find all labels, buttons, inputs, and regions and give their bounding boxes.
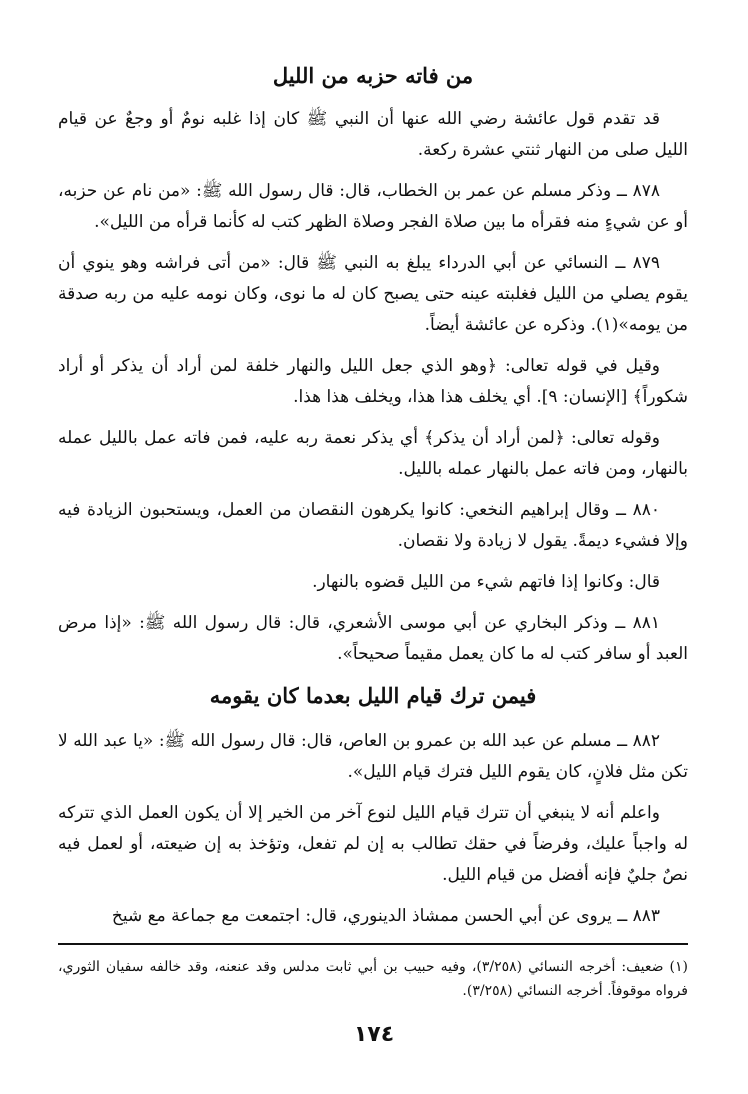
paragraph-intro-aisha: قد تقدم قول عائشة رضي الله عنها أن النبي ﷺ كان إذا غلبه نومٌ أو وجعٌ عن قيام الليل صلى من النهار ثنتي عشرة ركعة. bbox=[58, 109, 688, 160]
footnote-divider bbox=[58, 943, 688, 945]
hadith-880: ٨٨٠ ــ وقال إبراهيم النخعي: كانوا يكرهون النقصان من العمل، ويستحبون الزيادة فيه وإلا فشيء ديمةً. يقول لا زيادة ولا نقصان. bbox=[58, 500, 688, 551]
section-title-missed-portion: من فاته حزبه من الليل bbox=[272, 63, 474, 88]
hadith-882: ٨٨٢ ــ مسلم عن عبد الله بن عمرو بن العاص، قال: قال رسول الله ﷺ: «يا عبد الله لا تكن مثل فلانٍ، كان يقوم الليل فترك قيام الليل». bbox=[58, 731, 688, 782]
paragraph-qada-bin-nahar: قال: وكانوا إذا فاتهم شيء من الليل قضوه بالنهار. bbox=[312, 572, 660, 592]
page-number: ١٧٤ bbox=[353, 1022, 395, 1047]
hadith-883: ٨٨٣ ــ يروى عن أبي الحسن ممشاذ الدينوري، قال: اجتمعت مع جماعة مع شيخ bbox=[111, 906, 660, 926]
footnote-1: (١) ضعيف: أخرجه النسائي (٣/٢٥٨)، وفيه حبيب بن أبي ثابت مدلس وقد عنعنه، وقد خالفه سفيان الثوري، فرواه موقوفاً. أخرجه النسائي (٣/٢٥٨). bbox=[58, 959, 688, 999]
paragraph-verse-explanation: وقوله تعالى: ﴿لمن أراد أن يذكر﴾ أي يذكر نعمة ربه عليه، فمن فاته عمل بالليل عمله بالنهار، ومن فاته عمل بالنهار عمله بالليل. bbox=[58, 428, 688, 479]
page-body bbox=[58, 60, 688, 942]
hadith-879: ٨٧٩ ــ النسائي عن أبي الدرداء يبلغ به النبي ﷺ قال: «من أتى فراشه وهو ينوي أن يقوم يصلي من الليل فغلبته عينه حتى يصبح كان له ما نوى، وكان نومه عليه من ربه صدقة من يومه»(١). وذكره عن عائشة أيضاً. bbox=[58, 253, 688, 335]
paragraph-verse-furqan: وقيل في قوله تعالى: ﴿وهو الذي جعل الليل والنهار خلفة لمن أراد أن يذكر أو أراد شكوراً﴾ [الإنسان: ٩]. أي يخلف هذا هذا، ويخلف هذا هذا. bbox=[58, 356, 688, 407]
section-title-abandoned-night-prayer: فيمن ترك قيام الليل بعدما كان يقومه bbox=[209, 683, 537, 708]
hadith-881: ٨٨١ ــ وذكر البخاري عن أبي موسى الأشعري، قال: قال رسول الله ﷺ: «إذا مرض العبد أو سافر كتب له ما كان يعمل مقيماً صحيحاً». bbox=[58, 613, 688, 664]
hadith-878: ٨٧٨ ــ وذكر مسلم عن عمر بن الخطاب، قال: قال رسول الله ﷺ: «من نام عن حزبه، أو عن شيءٍ منه فقرأه ما بين صلاة الفجر وصلاة الظهر كتب له كأنما قرأه من الليل». bbox=[58, 181, 688, 232]
paragraph-know-that: واعلم أنه لا ينبغي أن تترك قيام الليل لنوع آخر من الخير إلا أن يكون العمل الذي تتركه له واجباً عليك، وفرضاً في حقك تطالب به إن لم تفعل، وتؤخذ به إن ضيعته، أو لعمل فيه نصٌ جليٌ فإنه أفضل من قيام الليل. bbox=[58, 803, 688, 885]
